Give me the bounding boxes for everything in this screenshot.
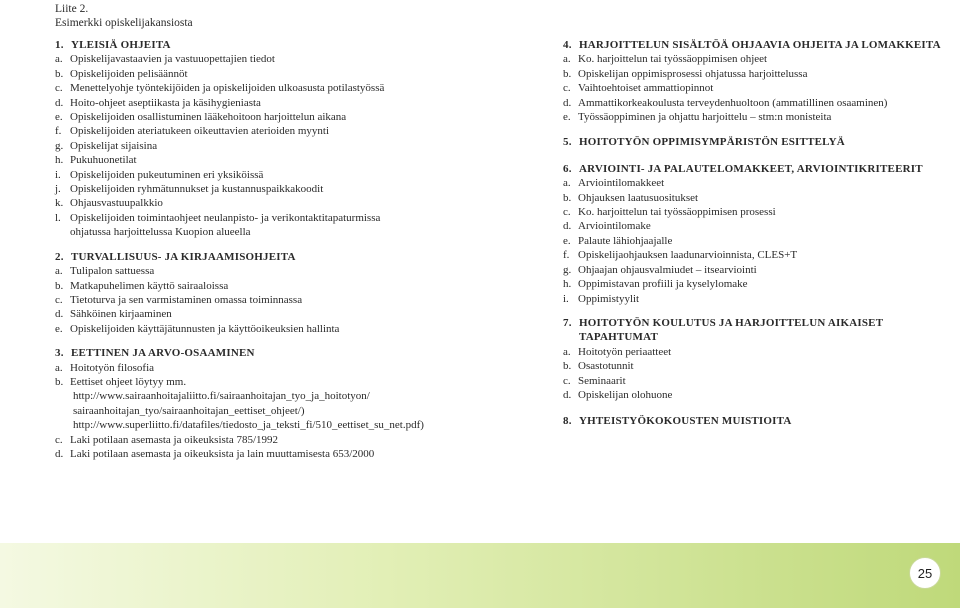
list-item: d. Ammattikorkeakoulusta terveydenhuoltoon (ammatillinen osaaminen) <box>563 96 888 109</box>
list-item: f. Opiskelijoiden ateriatukeen oikeuttavien aterioiden myynti <box>55 125 330 138</box>
reference-url: sairaanhoitajan_tyo/sairaanhoitajan_eettiset_ohjeet/) <box>73 404 305 417</box>
section-6 <box>563 162 943 306</box>
section-title: 7. HOITOTYÖN KOULUTUS JA HARJOITTELUN AIKAISET <box>563 316 884 329</box>
list-item: j. Opiskelijoiden ryhmätunnukset ja kustannuspaikkakoodit <box>55 183 324 196</box>
section-title: 5. HOITOTYÖN OPPIMISYMPÄRISTÖN ESITTELYÄ <box>563 136 845 149</box>
page-number: 25 <box>909 557 941 589</box>
section-2 <box>55 250 455 336</box>
reference-url: http://www.superliitto.fi/datafiles/tiedosto_ja_teksti_fi/510_eettiset_su_net.pdf) <box>73 419 424 432</box>
list-item: f. Opiskelijaohjauksen laadunarvioinnista, CLES+T <box>563 249 798 262</box>
list-item: b. Eettiset ohjeet löytyy mm. <box>55 375 187 388</box>
section-title: 2. TURVALLISUUS- JA KIRJAAMISOHJEITA <box>55 250 296 263</box>
list-item: a. Opiskelijavastaavien ja vastuuopettajien tiedot <box>55 53 275 66</box>
list-item: b. Ohjauksen laatusuositukset <box>563 191 699 204</box>
appendix-label: Liite 2. <box>55 3 89 15</box>
list-item: i. Opiskelijoiden pukeutuminen eri yksiköissä <box>55 168 264 181</box>
reference-url: http://www.sairaanhoitajaliitto.fi/sairaanhoitajan_tyo_ja_hoitotyon/ <box>73 390 370 403</box>
list-item: d. Arviointilomake <box>563 220 651 233</box>
section-1 <box>55 38 455 240</box>
list-item: d. Laki potilaan asemasta ja oikeuksista ja lain muuttamisesta 653/2000 <box>55 447 375 460</box>
list-item: b. Matkapuhelimen käyttö sairaaloissa <box>55 279 229 292</box>
section-8 <box>563 414 943 428</box>
list-item: c. Seminaarit <box>563 374 626 387</box>
section-title: 8. YHTEISTYÖKOKOUSTEN MUISTIOITA <box>563 415 792 428</box>
list-item: d. Opiskelijan olohuone <box>563 388 673 401</box>
list-item: k. Ohjausvastuupalkkio <box>55 197 163 210</box>
section-title: 3. EETTINEN JA ARVO-OSAAMINEN <box>55 347 255 360</box>
document-header <box>55 2 193 30</box>
footer-bar <box>0 543 960 608</box>
list-item: g. Ohjaajan ohjausvalmiudet – itsearviointi <box>563 263 757 276</box>
list-item: b. Opiskelijan oppimisprosessi ohjatussa harjoittelussa <box>563 67 808 80</box>
list-item-continuation: ohjatussa harjoittelussa Kuopion alueella <box>70 226 251 239</box>
list-item: a. Arviointilomakkeet <box>563 177 665 190</box>
list-item: c. Menettelyohje työntekijöiden ja opiskelijoiden ulkoasusta potilastyössä <box>55 82 385 95</box>
list-item: b. Osastotunnit <box>563 360 634 373</box>
section-title: 4. HARJOITTELUN SISÄLTÖÄ OHJAAVIA OHJEITA JA LOMAKKEITA <box>563 39 941 51</box>
left-column <box>55 38 455 467</box>
section-3 <box>55 346 455 461</box>
list-item: a. Hoitotyön filosofia <box>55 361 155 374</box>
list-item: a. Ko. harjoittelun tai työssäoppimisen ohjeet <box>563 53 768 66</box>
list-item: e. Palaute lähiohjaajalle <box>563 234 673 247</box>
list-item: c. Tietoturva ja sen varmistaminen omassa toiminnassa <box>55 293 303 306</box>
list-item: a. Tulipalon sattuessa <box>55 265 155 278</box>
list-item: e. Opiskelijoiden käyttäjätunnusten ja käyttöoikeuksien hallinta <box>55 322 340 335</box>
document-subtitle: Esimerkki opiskelijakansiosta <box>55 17 193 29</box>
list-item: d. Sähköinen kirjaaminen <box>55 308 172 321</box>
list-item: b. Opiskelijoiden pelisäännöt <box>55 67 188 80</box>
right-column <box>563 38 943 435</box>
list-item: c. Vaihtoehtoiset ammattiopinnot <box>563 82 714 95</box>
section-4 <box>563 38 943 124</box>
section-title: 1. YLEISIÄ OHJEITA <box>55 39 171 51</box>
section-title-continuation: TAPAHTUMAT <box>579 331 658 344</box>
list-item: c. Laki potilaan asemasta ja oikeuksista 785/1992 <box>55 433 279 446</box>
list-item: c. Ko. harjoittelun tai työssäoppimisen prosessi <box>563 206 776 219</box>
section-7 <box>563 316 943 402</box>
list-item: d. Hoito-ohjeet aseptiikasta ja käsihygieniasta <box>55 96 261 109</box>
list-item: l. Opiskelijoiden toimintaohjeet neulanpisto- ja verikontaktitapaturmissa <box>55 211 381 224</box>
section-title: 6. ARVIOINTI- JA PALAUTELOMAKKEET, ARVIOINTIKRITEERIT <box>563 162 923 175</box>
list-item: a. Hoitotyön periaatteet <box>563 345 672 358</box>
list-item: i. Oppimistyylit <box>563 292 640 305</box>
list-item: e. Opiskelijoiden osallistuminen lääkehoitoon harjoittelun aikana <box>55 111 347 124</box>
list-item: e. Työssäoppiminen ja ohjattu harjoittelu – stm:n monisteita <box>563 111 832 124</box>
list-item: g. Opiskelijat sijaisina <box>55 139 158 152</box>
list-item: h. Pukuhuonetilat <box>55 154 137 167</box>
list-item: h. Oppimistavan profiili ja kyselylomake <box>563 278 748 291</box>
section-5 <box>563 135 943 149</box>
